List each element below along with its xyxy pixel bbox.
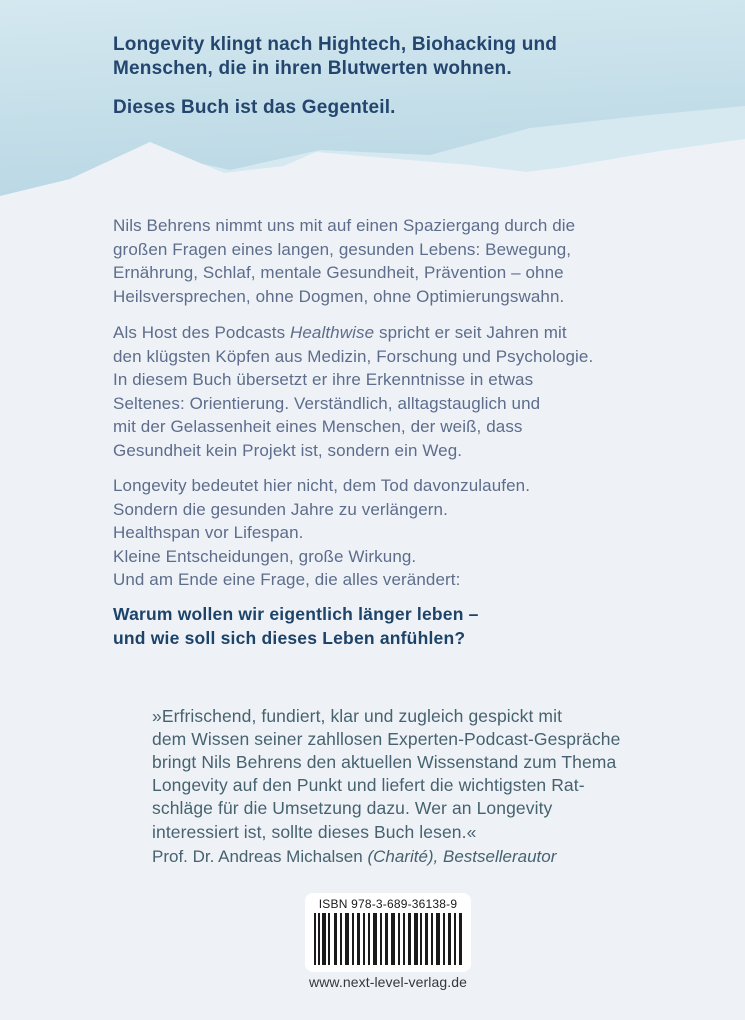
hero-headline-lines: Longevity klingt nach Hightech, Biohacking und Menschen, die in ihren Blutwerten wohnen. [113, 34, 558, 79]
key-question: Warum wollen wir eigentlich länger leben – und wie soll sich dieses Leben anfühlen? [113, 603, 479, 648]
paragraph-podcast-suffix: spricht er seit Jahren mit [374, 323, 567, 342]
hero-headline [113, 33, 693, 120]
paragraph-podcast [113, 321, 693, 463]
endorsement-quote: »Erfrischend, fundiert, klar und zugleich gespickt mit dem Wissen seiner zahllosen Experten-Podcast-Gespräche bringt Nils Behrens den aktuellen Wissenstand zum Thema Longevity auf den Punkt und liefert die wichtigsten Rat- schläge für die Umsetzung dazu. Wer an Longevity interessiert ist, sollte dieses Buch lesen.« [152, 705, 621, 842]
podcast-title-italic: Healthwise [290, 323, 375, 342]
attribution-role: (Charité), Bestsellerautor [367, 847, 557, 866]
quote-attribution [152, 845, 692, 868]
paragraph-intro: Nils Behrens nimmt uns mit auf einen Spaziergang durch die großen Fragen eines langen, gesunden Lebens: Bewegung, Ernährung, Schlaf, mentale Gesundheit, Prävention – ohne Heilsversprechen, ohne Dogmen, ohne Optimierungswahn. [113, 216, 576, 306]
barcode-graphic [314, 913, 462, 965]
isbn-number: ISBN 978-3-689-36138-9 [318, 897, 458, 911]
hero-tagline: Dieses Buch ist das Gegenteil. [113, 97, 396, 118]
attribution-name: Prof. Dr. Andreas Michalsen [152, 847, 368, 866]
isbn-barcode-box [305, 893, 471, 972]
publisher-website: www.next-level-verlag.de [308, 974, 468, 990]
paragraph-podcast-lines: den klügsten Köpfen aus Medizin, Forschung und Psychologie. In diesem Buch übersetzt er ihre Erkenntnisse in etwas Seltenes: Orientierung. Verständlich, alltagstauglich und mit der Gelassenheit eines Menschen, der weiß, dass Gesundheit kein Projekt ist, sondern ein Weg. [113, 346, 594, 460]
paragraph-podcast-prefix: Als Host des Podcasts [113, 323, 290, 342]
paragraph-longevity-meaning: Longevity bedeutet hier nicht, dem Tod davonzulaufen. Sondern die gesunden Jahre zu verlängern. Healthspan vor Lifespan. Kleine Entscheidungen, große Wirkung. Und am Ende eine Frage, die alles verändert: [113, 476, 531, 590]
